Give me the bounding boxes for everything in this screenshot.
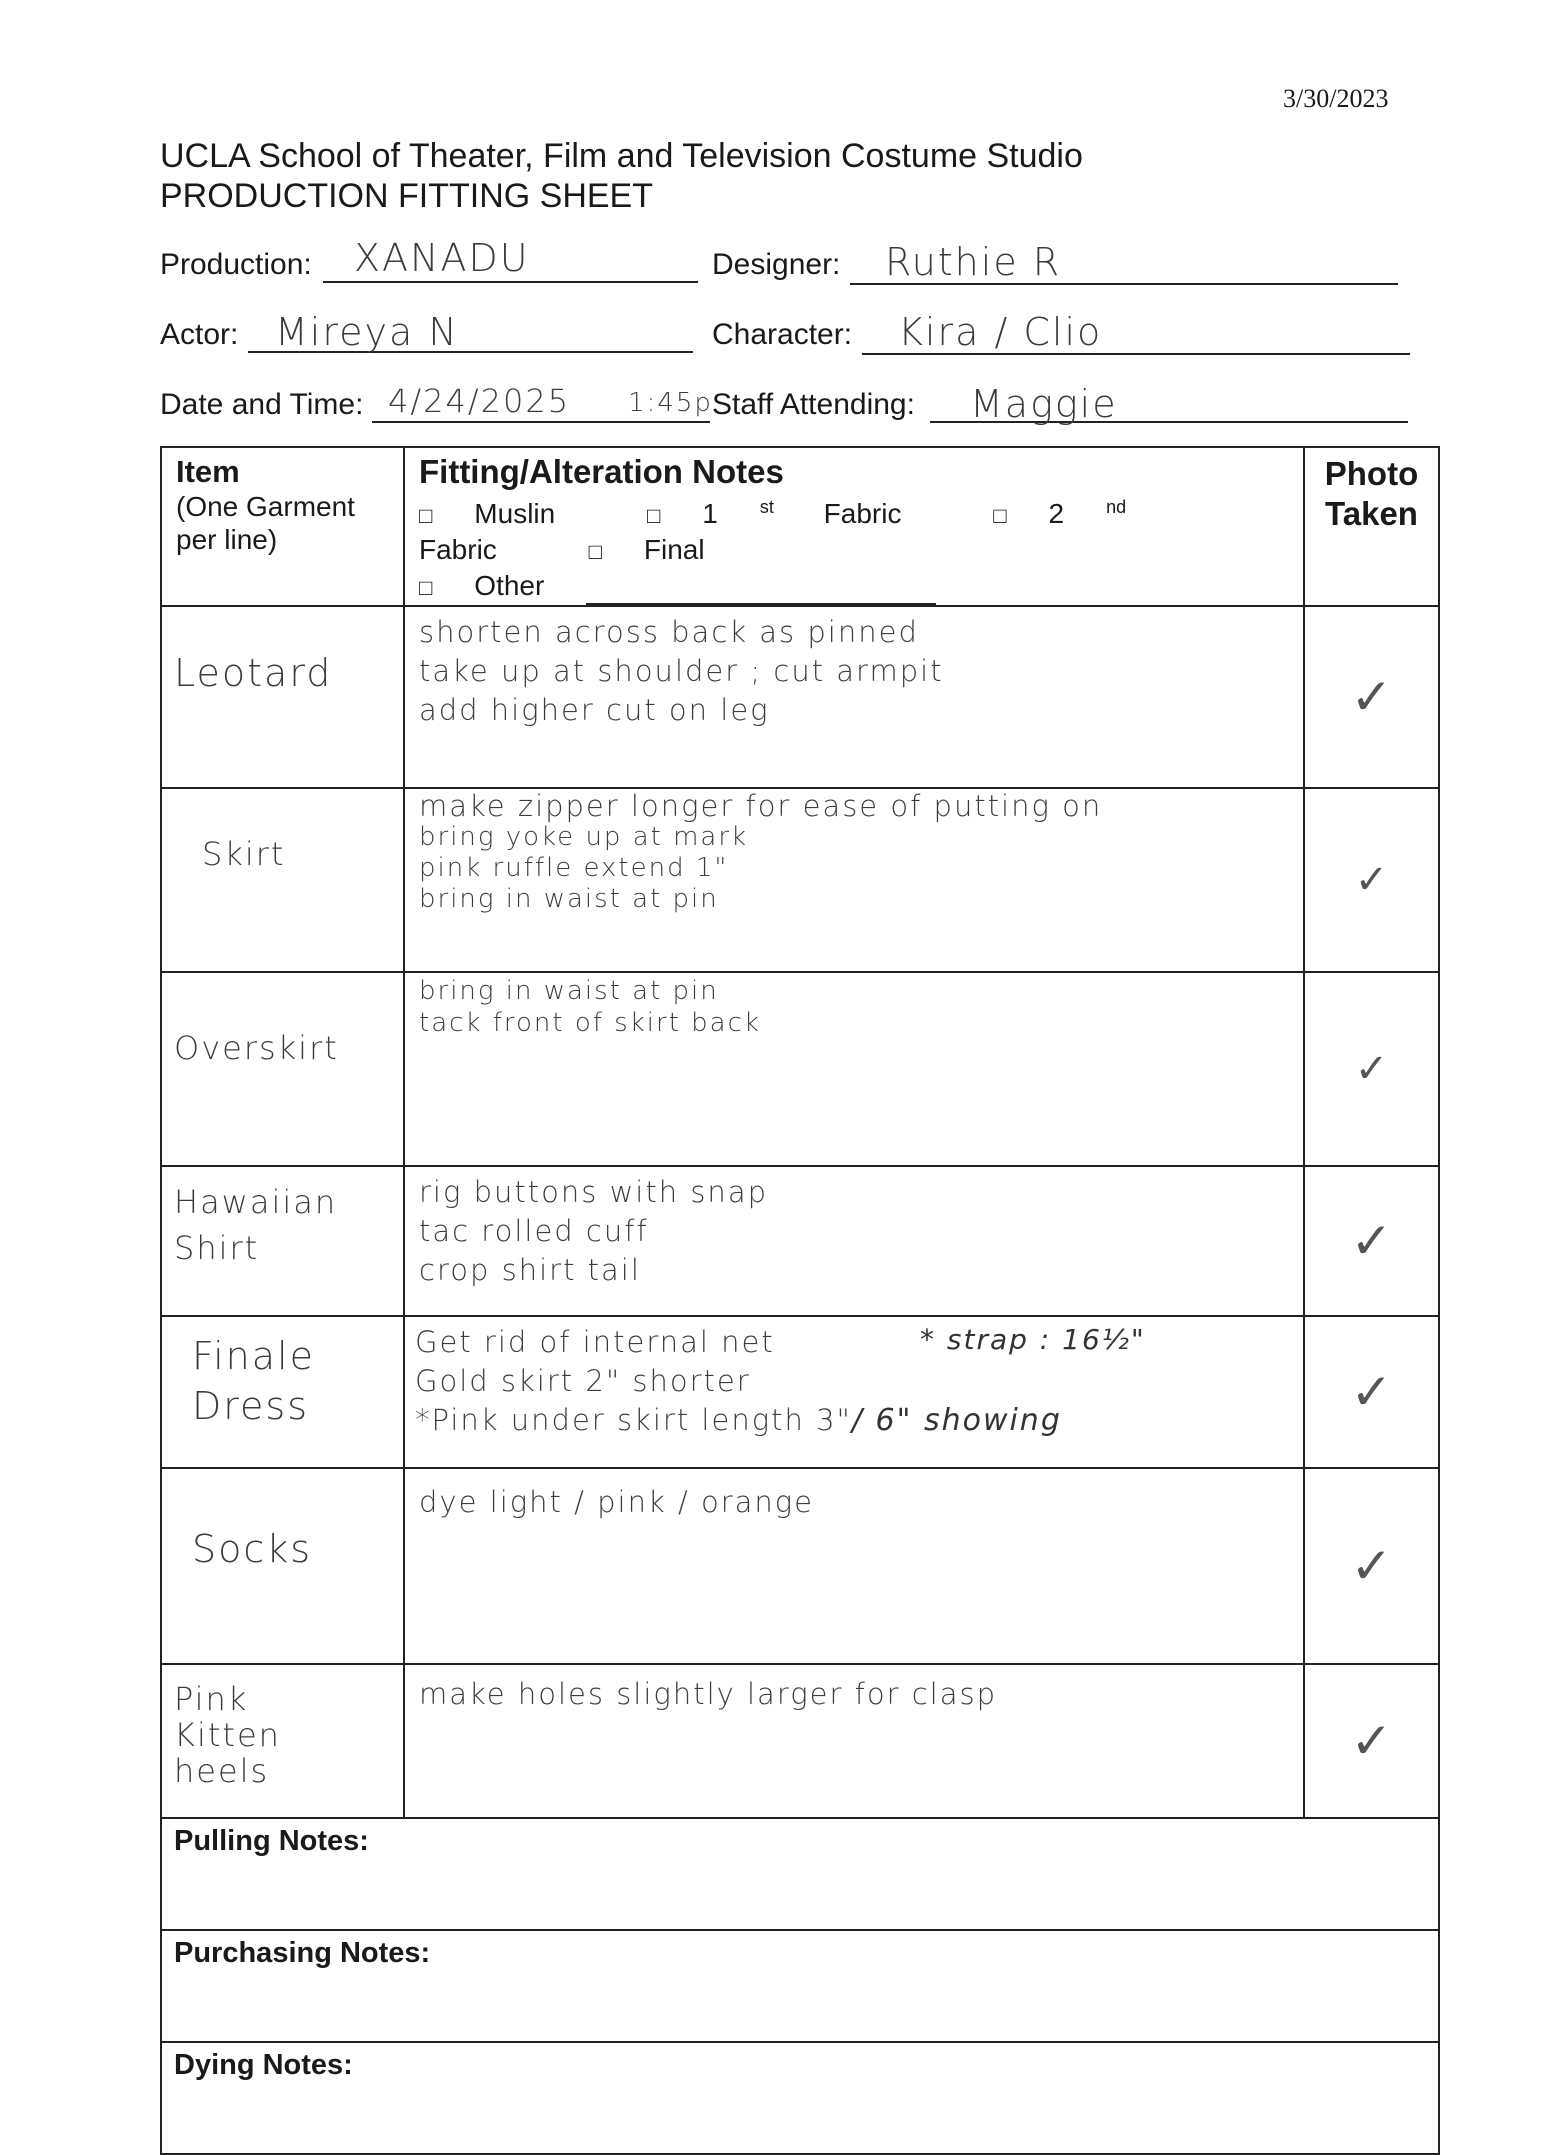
item-name: Overskirt [174,1029,339,1068]
date-value: 4/24/2025 [388,382,571,420]
datetime-label: Date and Time: [160,388,364,421]
note-line: Gold skirt 2" shorter [415,1364,751,1399]
actor-label: Actor: [160,318,239,351]
table-row [161,972,1439,1166]
photo-check-cell [1304,972,1439,1166]
checkbox-icon: □ [419,575,433,601]
item-cell [161,1664,404,1818]
note-line: bring in waist at pin [419,976,719,1007]
option-other[interactable]: □ Other [419,569,1303,605]
note-annotation: * strap : 16½" [920,1323,1146,1357]
checkmark-icon: ✓ [1354,857,1389,904]
note-line: rig buttons with snap [419,1175,768,1210]
photo-check-cell [1304,1664,1439,1818]
checkbox-icon: □ [993,503,1007,529]
fitting-table [160,446,1440,2155]
checkmark-icon: ✓ [1350,1363,1393,1422]
notes-cell [404,1166,1304,1316]
photo-header-line2: Taken [1325,495,1418,532]
checkbox-icon: □ [647,503,661,529]
table-row [161,1166,1439,1316]
checkbox-icon: □ [588,539,602,565]
checkbox-icon: □ [419,503,433,529]
photo-header-cell [1304,447,1439,606]
note-line: *Pink under skirt length 3" [415,1403,852,1438]
item-header: Item [176,454,240,489]
note-line: shorten across back as pinned [419,615,919,650]
photo-check-cell [1304,788,1439,972]
item-cell [161,606,404,788]
pulling-notes-label: Pulling Notes: [174,1825,369,1858]
table-row [161,1664,1439,1818]
staff-value: Maggie [970,382,1118,426]
actor-value: Mireya N [275,310,459,354]
character-label: Character: [712,318,853,351]
notes-cell [404,606,1304,788]
designer-value: Ruthie R [885,240,1062,284]
note-line: take up at shoulder ; cut armpit [419,654,944,689]
table-row [161,1468,1439,1664]
item-cell [161,1166,404,1316]
pulling-notes-cell[interactable] [161,1818,1439,1930]
note-line: Get rid of internal net [415,1325,775,1360]
notes-cell [404,972,1304,1166]
note-line: bring in waist at pin [419,884,719,915]
institution-name: UCLA School of Theater, Film and Television Costume Studio [160,137,1083,175]
item-name: Finale Dress [192,1334,315,1429]
other-underline [586,577,936,605]
table-row [161,606,1439,788]
character-value: Kira / Clio [898,310,1103,354]
photo-check-cell [1304,1166,1439,1316]
item-name: Skirt [202,835,286,874]
checkmark-icon: ✓ [1350,668,1393,727]
item-cell [161,788,404,972]
sheet-title: PRODUCTION FITTING SHEET [160,177,653,215]
note-line: bring yoke up at mark [419,822,749,853]
purchasing-notes-row [161,1930,1439,2042]
checkmark-icon: ✓ [1354,1046,1389,1093]
note-line: tack front of skirt back [419,1008,761,1039]
photo-check-cell [1304,1316,1439,1468]
production-underline [323,281,698,283]
option-muslin[interactable]: □ Muslin [419,498,556,530]
photo-header-line1: Photo [1324,455,1419,492]
notes-cell [404,788,1304,972]
option-first-fabric[interactable]: □ 1 $^{st}$ Fabric [647,497,902,530]
item-header-cell [161,447,404,606]
note-line: add higher cut on leg [419,693,770,728]
option-final[interactable]: □ Final [588,534,705,566]
item-subheader: (One Garment per line) [176,491,355,555]
photo-check-cell [1304,1468,1439,1664]
designer-label: Designer: [712,248,841,281]
note-line: pink ruffle extend 1" [419,853,729,884]
checkmark-icon: ✓ [1350,1537,1393,1596]
item-name: Pink Kitten heels [174,1680,281,1791]
item-name: Hawaiian Shirt [174,1183,338,1268]
notes-header: Fitting/Alteration Notes [419,453,784,490]
item-cell [161,1316,404,1468]
item-cell [161,972,404,1166]
dying-notes-label: Dying Notes: [174,2049,353,2082]
table-header-row [161,447,1439,606]
pulling-notes-row [161,1818,1439,1930]
notes-header-cell [404,447,1304,606]
note-line: dye light / pink / orange [419,1485,815,1520]
photo-check-cell [1304,606,1439,788]
notes-cell [404,1664,1304,1818]
production-value: XANADU [354,236,530,280]
note-line: crop shirt tail [419,1253,641,1288]
table-row [161,788,1439,972]
checkmark-icon: ✓ [1350,1712,1393,1771]
item-cell [161,1468,404,1664]
purchasing-notes-cell[interactable] [161,1930,1439,2042]
notes-cell [404,1316,1304,1468]
checkmark-icon: ✓ [1350,1212,1393,1271]
item-name: Leotard [174,651,333,696]
note-line: make zipper longer for ease of putting on [419,789,1103,824]
dying-notes-cell[interactable] [161,2042,1439,2154]
dying-notes-row [161,2042,1439,2154]
time-value: 1:45p [628,388,713,418]
datetime-underline [372,421,710,423]
option-second-fabric[interactable]: □ 2 $^{nd}$ Fabric [419,497,1127,566]
document-date: 3/30/2023 [1283,84,1389,113]
note-annotation: / 6" showing [851,1403,1062,1439]
note-line: tac rolled cuff [419,1214,649,1249]
production-label: Production: [160,248,312,281]
note-line: make holes slightly larger for clasp [419,1677,998,1712]
table-row [161,1316,1439,1468]
notes-cell [404,1468,1304,1664]
fitting-stage-options [419,490,1303,569]
staff-label: Staff Attending: [712,388,915,421]
purchasing-notes-label: Purchasing Notes: [174,1937,431,1970]
item-name: Socks [192,1527,313,1572]
page-title [160,136,1083,216]
